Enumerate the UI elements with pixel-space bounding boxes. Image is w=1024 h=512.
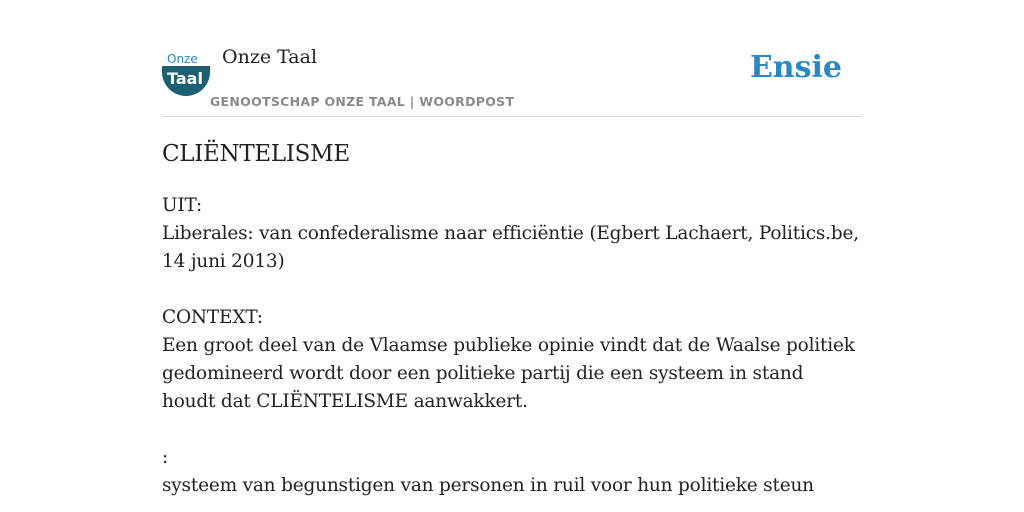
- definition-block: [162, 444, 862, 500]
- logo-text-top: Onze: [167, 52, 198, 66]
- site-header: [162, 44, 862, 117]
- site-subtitle: GENOOTSCHAP ONZE TAAL | WOORDPOST: [210, 94, 515, 109]
- onze-taal-logo[interactable]: [162, 52, 210, 96]
- context-block: [162, 304, 862, 416]
- definition-text: systeem van begunstigen van personen in ruil voor hun politieke steun: [162, 475, 814, 496]
- source-text: Liberales: van confederalisme naar efficiëntie (Egbert Lachaert, Politics.be, 14 juni 2013): [162, 223, 859, 272]
- source-block: [162, 192, 862, 276]
- site-title[interactable]: Onze Taal: [222, 46, 318, 68]
- context-text: Een groot deel van de Vlaamse publieke opinie vindt dat de Waalse politiek gedomineerd wordt door een politieke partij die een systeem in stand houdt dat CLIËNTELISME aanwakkert.: [162, 335, 855, 412]
- logo-text-bottom: Taal: [167, 69, 203, 88]
- entry-content: [162, 138, 862, 500]
- context-label: CONTEXT:: [162, 307, 263, 328]
- source-label: UIT:: [162, 195, 203, 216]
- definition-label: :: [162, 447, 169, 468]
- logo-icon: [162, 52, 210, 96]
- ensie-brand-link[interactable]: Ensie: [749, 50, 842, 85]
- entry-title: CLIËNTELISME: [162, 141, 350, 167]
